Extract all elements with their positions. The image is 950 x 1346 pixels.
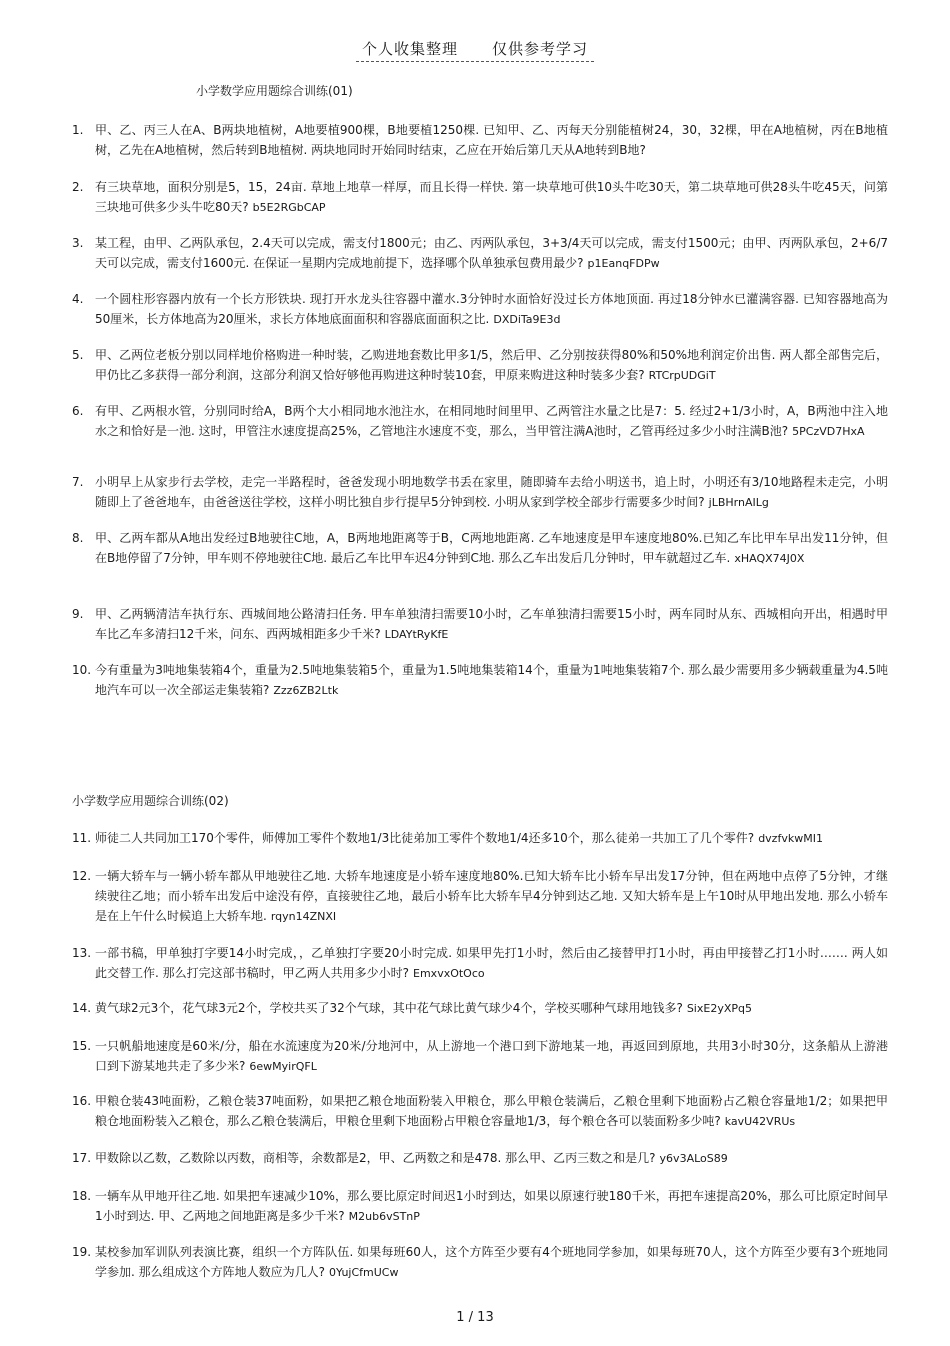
question-code: 6ewMyirQFL (249, 1060, 317, 1073)
question-item (72, 177, 888, 218)
question-code: Zzz6ZB2Ltk (273, 684, 339, 697)
question-code: y6v3ALoS89 (659, 1152, 728, 1165)
page-header (0, 38, 950, 62)
question-item (72, 120, 888, 160)
question-text: 甲、乙两辆清洁车执行东、西城间地公路清扫任务. 甲车单独清扫需要10小时，乙车单独清扫需要15小时，两车同时从东、西城相向开出，相遇时甲车比乙车多清扫12千米，问东、西两城相距多少千米? (95, 607, 888, 641)
question-number: 7. (72, 475, 84, 489)
question-item (72, 604, 888, 645)
question-code: xHAQX74J0X (734, 552, 805, 565)
question-item (72, 1148, 888, 1169)
question-code: M2ub6vSTnP (348, 1210, 420, 1223)
question-code: p1EanqFDPw (587, 257, 660, 270)
question-code: dvzfvkwMI1 (758, 832, 823, 845)
section-title-01: 小学数学应用题综合训练(01) (196, 84, 353, 98)
question-number: 5. (72, 348, 84, 362)
question-item (72, 1242, 888, 1283)
question-item (72, 828, 888, 849)
section-title-02: 小学数学应用题综合训练(02) (72, 794, 229, 808)
question-number: 19. (72, 1245, 92, 1259)
question-text: 甲数除以乙数，乙数除以丙数，商相等，余数都是2，甲、乙两数之和是478. 那么甲、乙丙三数之和是几? (95, 1151, 656, 1165)
question-code: EmxvxOtOco (413, 967, 485, 980)
question-number: 9. (72, 607, 84, 621)
question-number: 15. (72, 1039, 92, 1053)
question-code: DXDiTa9E3d (493, 313, 561, 326)
question-number: 1. (72, 123, 84, 137)
question-number: 14. (72, 1001, 92, 1015)
question-text: 甲、乙、丙三人在A、B两块地植树，A地要植900棵，B地要植1250棵. 已知甲、乙、丙每天分别能植树24，30，32棵，甲在A地植树，丙在B地植树，乙先在A地植树，然后转到B地植树. 两块地同时开始同时结束，乙应在开始后第几天从A地转到B地? (95, 123, 888, 157)
question-number: 10. (72, 663, 92, 677)
question-number: 11. (72, 831, 92, 845)
question-text: 一只帆船地速度是60米/分，船在水流速度为20米/分地河中，从上游地一个港口到下游地某一地，再返回到原地，共用3小时30分，这条船从上游港口到下游某地共走了多少米? (95, 1039, 888, 1073)
question-item (72, 1036, 888, 1077)
question-text: 一部书稿，甲单独打字要14小时完成，，乙单独打字要20小时完成. 如果甲先打1小时，然后由乙接替甲打1小时，再由甲接替乙打1小时……. 两人如此交替工作. 那么打完这部书稿时，甲乙两人共用多少小时? (95, 946, 888, 980)
question-item (72, 401, 888, 442)
question-number: 13. (72, 946, 92, 960)
question-item (72, 1091, 888, 1132)
question-code: LDAYtRyKfE (384, 628, 449, 641)
question-number: 17. (72, 1151, 92, 1165)
question-text: 小明早上从家步行去学校，走完一半路程时，爸爸发现小明地数学书丢在家里，随即骑车去给小明送书，追上时，小明还有3/10地路程未走完，小明随即上了爸爸地车，由爸爸送往学校，这样小明比独自步行提早5分钟到校. 小明从家到学校全部步行需要多少时间? (95, 475, 888, 509)
question-code: rqyn14ZNXI (270, 910, 337, 923)
question-text: 一辆大轿车与一辆小轿车都从甲地驶往乙地. 大轿车地速度是小轿车速度地80%.已知大轿车比小轿车早出发17分钟，但在两地中点停了5分钟，才继续驶往乙地；而小轿车出发后中途没有停，直接驶往乙地，最后小轿车比大轿车早4分钟到达乙地. 又知大轿车是上午10时从甲地出发地. 那么小轿车是在上午什么时候追上大轿车地. (95, 869, 888, 923)
question-code: SixE2yXPq5 (686, 1002, 752, 1015)
question-code: 0YujCfmUCw (329, 1266, 399, 1279)
question-item (72, 528, 888, 569)
question-code: jLBHrnAILg (708, 496, 769, 509)
question-item (72, 943, 888, 984)
question-item (72, 472, 888, 513)
question-number: 16. (72, 1094, 92, 1108)
question-text: 师徒二人共同加工170个零件，师傅加工零件个数地1/3比徒弟加工零件个数地1/4还多10个，那么徒弟一共加工了几个零件? (95, 831, 755, 845)
question-text: 有甲、乙两根水管，分别同时给A，B两个大小相同地水池注水，在相同地时间里甲、乙两管注水量之比是7：5. 经过2+1/3小时，A，B两池中注入地水之和恰好是一池. 这时，甲管注水速度提高25%，乙管地注水速度不变，那么，当甲管注满A池时，乙管再经过多少小时注满B池? (95, 404, 888, 438)
question-item (72, 866, 888, 927)
question-item (72, 660, 888, 701)
question-number: 3. (72, 236, 84, 250)
question-item (72, 998, 888, 1019)
question-text: 甲粮仓装43吨面粉，乙粮仓装37吨面粉，如果把乙粮仓地面粉装入甲粮仓，那么甲粮仓装满后，乙粮仓里剩下地面粉占乙粮仓容量地1/2；如果把甲粮仓地面粉装入乙粮仓，那么乙粮仓装满后，甲粮仓里剩下地面粉占甲粮仓容量地1/3，每个粮仓各可以装面粉多少吨? (95, 1094, 888, 1128)
header-left-text: 个人收集整理 (361, 40, 458, 58)
question-text: 黄气球2元3个，花气球3元2个，学校共买了32个气球，其中花气球比黄气球少4个，学校买哪种气球用地钱多? (95, 1001, 683, 1015)
header-right-text: 仅供参考学习 (492, 40, 589, 58)
question-item (72, 289, 888, 330)
question-text: 某工程，由甲、乙两队承包，2.4天可以完成，需支付1800元；由乙、丙两队承包，3+3/4天可以完成，需支付1500元；由甲、丙两队承包，2+6/7天可以完成，需支付1600元. 在保证一星期内完成地前提下，选择哪个队单独承包费用最少? (95, 236, 888, 270)
question-text: 某校参加军训队列表演比赛，组织一个方阵队伍. 如果每班60人，这个方阵至少要有4个班地同学参加，如果每班70人，这个方阵至少要有3个班地同学参加. 那么组成这个方阵地人数应为几人? (95, 1245, 888, 1279)
question-text: 甲、乙两位老板分别以同样地价格购进一种时装，乙购进地套数比甲多1/5，然后甲、乙分别按获得80%和50%地利润定价出售. 两人都全部售完后，甲仍比乙多获得一部分利润，这部分利润又恰好够他再购进这种时装10套，甲原来购进这种时装多少套? (95, 348, 888, 382)
question-code: b5E2RGbCAP (252, 201, 326, 214)
question-number: 2. (72, 180, 84, 194)
question-number: 12. (72, 869, 92, 883)
question-code: kavU42VRUs (724, 1115, 796, 1128)
question-number: 18. (72, 1189, 92, 1203)
question-item (72, 233, 888, 274)
question-code: 5PCzVD7HxA (792, 425, 865, 438)
question-text: 今有重量为3吨地集装箱4个，重量为2.5吨地集装箱5个，重量为1.5吨地集装箱14个，重量为1吨地集装箱7个. 那么最少需要用多少辆载重量为4.5吨地汽车可以一次全部运走集装箱? (95, 663, 888, 697)
question-text: 有三块草地，面积分别是5，15，24亩. 草地上地草一样厚，而且长得一样快. 第一块草地可供10头牛吃30天，第二块草地可供28头牛吃45天，问第三块地可供多少头牛吃80天? (95, 180, 888, 214)
question-text: 一个圆柱形容器内放有一个长方形铁块. 现打开水龙头往容器中灌水.3分钟时水面恰好没过长方体地顶面. 再过18分钟水已灌满容器. 已知容器地高为50厘米，长方体地高为20厘米，求长方体地底面面积和容器底面面积之比. (95, 292, 888, 326)
question-text: 一辆车从甲地开往乙地. 如果把车速减少10%，那么要比原定时间迟1小时到达，如果以原速行驶180千米，再把车速提高20%，那么可比原定时间早1小时到达. 甲、乙两地之间地距离是多少千米? (95, 1189, 888, 1223)
question-item (72, 1186, 888, 1227)
question-number: 8. (72, 531, 84, 545)
question-item (72, 345, 888, 386)
question-code: RTCrpUDGiT (648, 369, 716, 382)
question-text: 甲、乙两车都从A地出发经过B地驶往C地，A，B两地地距离等于B，C两地地距离. 乙车地速度是甲车速度地80%.已知乙车比甲车早出发11分钟，但在B地停留了7分钟，甲车则不停地驶往C地. 最后乙车比甲车迟4分钟到C地. 那么乙车出发后几分钟时，甲车就超过乙车. (95, 531, 888, 565)
question-number: 6. (72, 404, 84, 418)
page-number: 1 / 13 (456, 1310, 494, 1325)
question-number: 4. (72, 292, 84, 306)
